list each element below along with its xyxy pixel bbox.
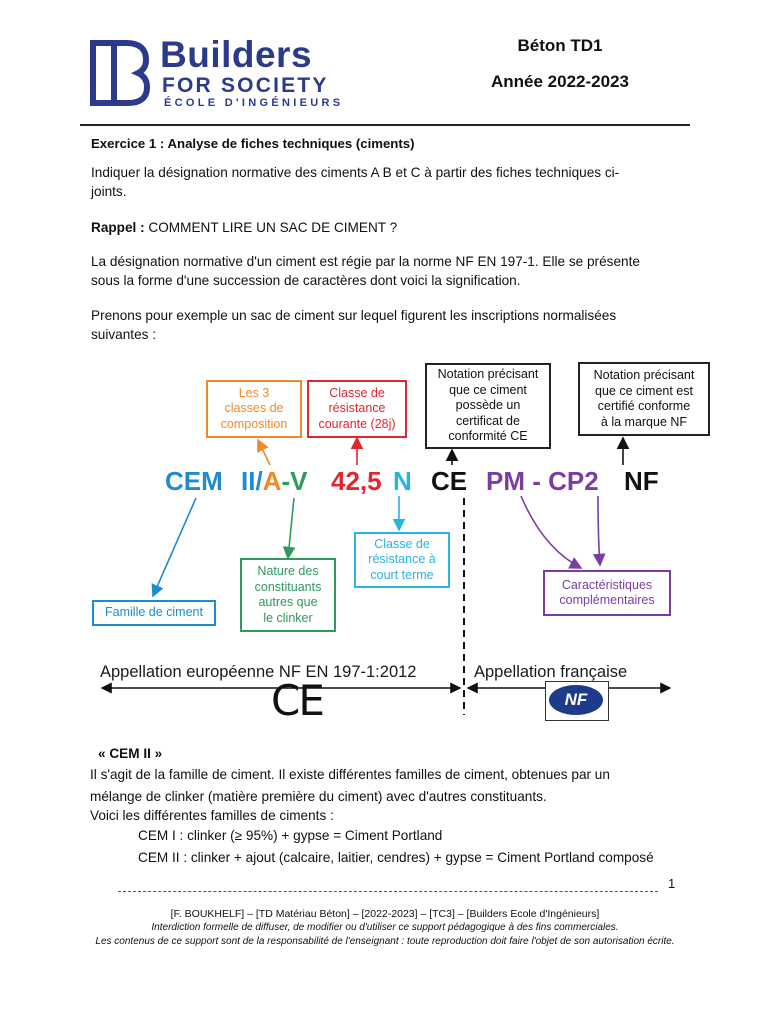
document-year: Année 2022-2023 xyxy=(491,72,629,91)
rappel-line xyxy=(91,219,681,238)
code-v: V xyxy=(290,466,308,496)
logo-line-builders: Builders xyxy=(160,34,313,75)
document-title: Béton TD1 xyxy=(517,36,603,55)
ce-mark-icon: CE xyxy=(271,676,323,725)
logo-b-mark-icon xyxy=(90,40,150,106)
footer-divider xyxy=(118,891,658,892)
cem-line-1: Il s'agit de la famille de ciment. Il existe différentes familles de ciment, obtenues par un xyxy=(90,767,610,782)
code-dash: - xyxy=(281,466,291,496)
box-nature: Nature des constituants autres que le clinker xyxy=(240,558,336,632)
box-notation-ce: Notation précisant que ce ciment possède un certificat de conformité CE xyxy=(425,363,551,449)
box-classes-composition: Les 3 classes de composition xyxy=(206,380,302,438)
paragraph-2-line-1: Prenons pour exemple un sac de ciment sur lequel figurent les inscriptions normalisées xyxy=(91,308,617,323)
cement-designation-diagram xyxy=(88,358,695,733)
instruction-line-2: joints. xyxy=(91,184,127,199)
logo-line-ecole: ÉCOLE D'INGÉNIEURS xyxy=(164,97,344,109)
rappel-label: Rappel : xyxy=(91,220,145,235)
code-strength: 42,5 xyxy=(331,466,382,496)
appellation-francaise: Appellation française xyxy=(474,663,628,681)
cem-heading: « CEM II » xyxy=(98,746,163,761)
paragraph-2-line-2: suivantes : xyxy=(91,327,156,342)
footer-notice-1: Interdiction formelle de diffuser, de modifier ou d'utiliser ce support pédagogique à des fins commerciales. xyxy=(151,922,619,933)
logo-line-for-society: FOR SOCIETY xyxy=(162,74,329,97)
cem-line-2: mélange de clinker (matière première du ciment) avec d'autres constituants. xyxy=(90,789,547,804)
box-court-terme: Classe de résistance à court terme xyxy=(354,532,450,588)
code-a: A xyxy=(262,466,282,496)
rappel-text: COMMENT LIRE UN SAC DE CIMENT ? xyxy=(144,220,398,235)
arrow-cp2 xyxy=(598,496,600,565)
code-ce: CE xyxy=(431,466,468,496)
builders-logo xyxy=(90,34,360,112)
arrow-nature xyxy=(288,498,294,558)
box-resistance-courante: Classe de résistance courante (28j) xyxy=(307,380,407,438)
paragraph-1-line-2: sous la forme d'une succession de caractères dont voici la signification. xyxy=(91,273,521,288)
nf-logo-icon: NF xyxy=(545,681,609,721)
box-famille: Famille de ciment xyxy=(92,600,216,626)
paragraph-1-line-1: La désignation normative d'un ciment est régie par la norme NF EN 197-1. Elle se présente xyxy=(91,254,640,269)
cem-list-item-2: CEM II : clinker + ajout (calcaire, laitier, cendres) + gypse = Ciment Portland composé xyxy=(138,850,654,865)
appellation-europeenne: Appellation européenne NF EN 197-1:2012 xyxy=(100,663,417,681)
code-cem: CEM xyxy=(165,466,223,496)
page-number: 1 xyxy=(668,876,676,891)
exercise-title: Exercice 1 : Analyse de fiches techniques (ciments) xyxy=(91,136,415,151)
code-n: N xyxy=(393,466,412,496)
code-pm-cp2: PM - CP2 xyxy=(486,466,599,496)
code-ii: II/ xyxy=(241,466,263,496)
footer-notice-2: Les contenus de ce support sont de la responsabilité de l'enseignant : toute reproduction doit faire l'objet de son autorisation écrite. xyxy=(95,936,675,947)
arrow-famille xyxy=(153,498,196,596)
arrow-classes-composition xyxy=(258,440,270,465)
arrow-pm xyxy=(521,496,581,568)
header-divider xyxy=(80,124,690,126)
code-nf: NF xyxy=(624,466,659,496)
cem-line-3: Voici les différentes familles de ciments : xyxy=(90,808,334,823)
cem-list-item-1: CEM I : clinker (≥ 95%) + gypse = Ciment Portland xyxy=(138,828,443,843)
instruction-line-1: Indiquer la désignation normative des ciments A B et C à partir des fiches techniques ci- xyxy=(91,165,620,180)
code-ii-a-v xyxy=(241,466,307,497)
box-caracteristiques: Caractéristiques complémentaires xyxy=(543,570,671,616)
box-notation-nf: Notation précisant que ce ciment est certifié conforme à la marque NF xyxy=(578,362,710,436)
footer-credit: [F. BOUKHELF] – [TD Matériau Béton] – [2022-2023] – [TC3] – [Builders Ecole d'Ingénieurs] xyxy=(170,908,600,920)
